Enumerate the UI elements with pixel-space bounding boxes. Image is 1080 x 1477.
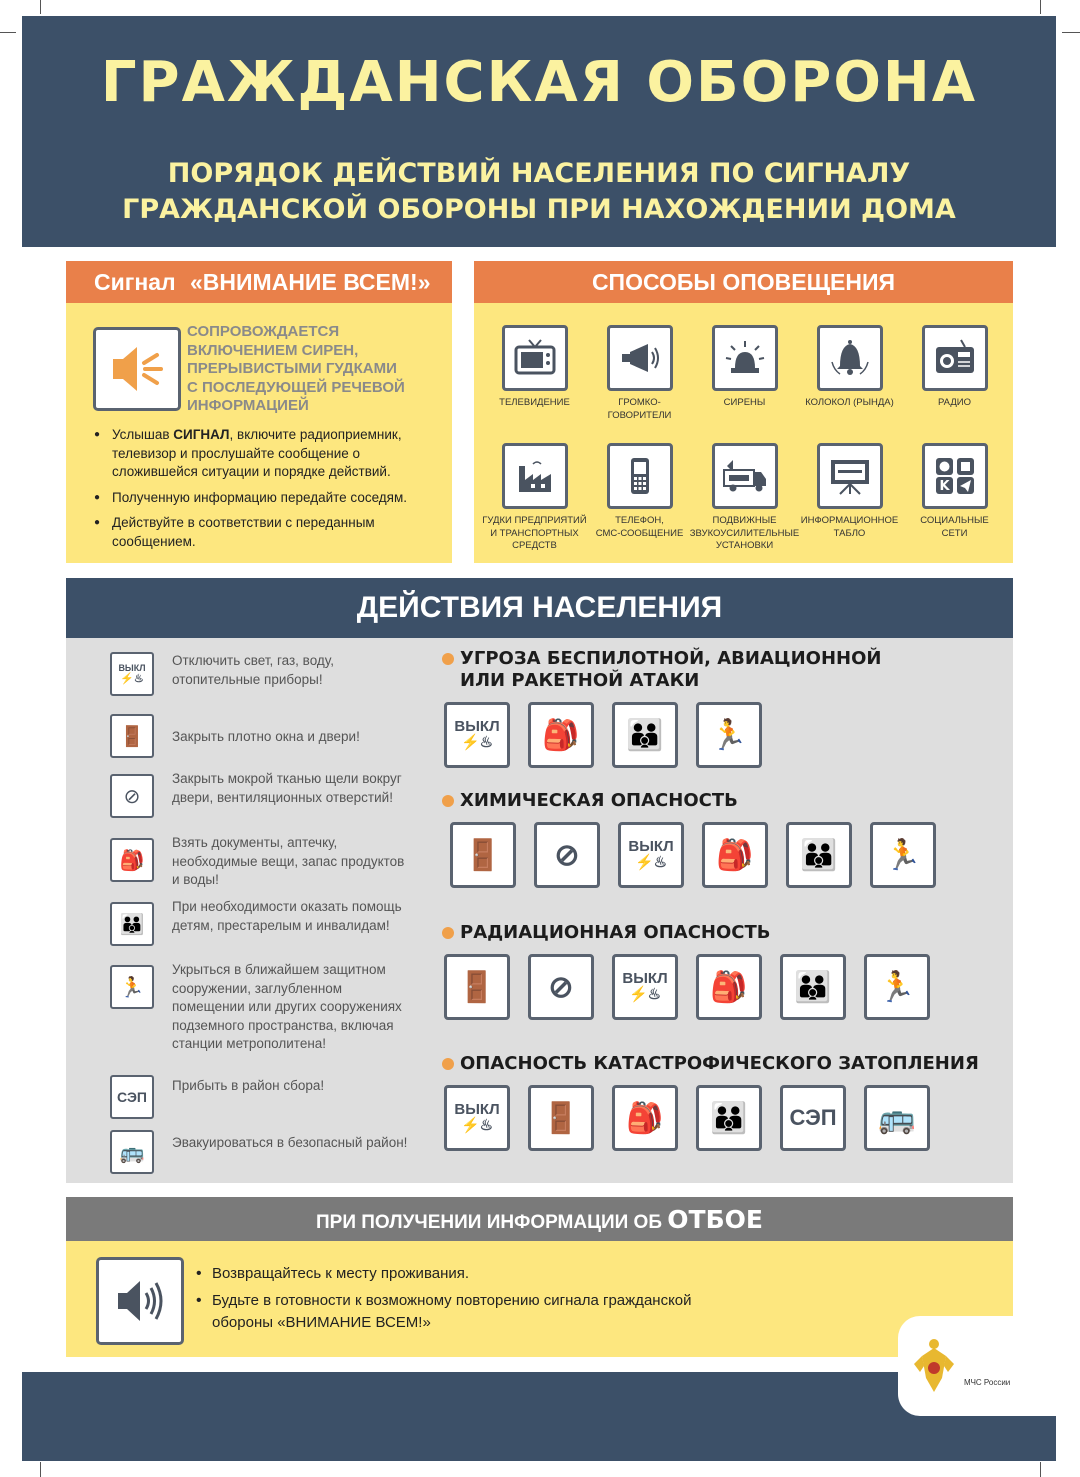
threat-flood xyxy=(442,1053,1012,1151)
power-off-label: ВЫКЛ xyxy=(454,1101,500,1118)
assembly-point-icon: СЭП xyxy=(110,1075,154,1119)
threat-drone xyxy=(442,648,1012,768)
threat-radiation xyxy=(442,922,1012,1020)
help-people-icon: 👪 xyxy=(786,822,852,888)
logo-card xyxy=(898,1316,1058,1416)
notification-label: ТЕЛЕФОН, СМС-СООБЩЕНИЕ xyxy=(595,515,684,539)
utilities-glyph: ⚡♨ xyxy=(120,673,144,685)
signal-instruction xyxy=(94,426,439,482)
notification-item xyxy=(482,443,587,555)
shelter-icon: 🏃 xyxy=(864,954,930,1020)
seal-vent-icon: ⊘ xyxy=(528,954,594,1020)
signal-heading-quote: «ВНИМАНИЕ ВСЕМ!» xyxy=(190,269,431,295)
threat-title xyxy=(442,648,1012,692)
signal-description-line: ВКЛЮЧЕНИЕМ СИРЕН, xyxy=(187,341,359,359)
evacuate-icon: 🚌 xyxy=(110,1130,154,1174)
notification-label: РАДИО xyxy=(937,397,971,408)
power-off-icon xyxy=(444,1085,510,1151)
notification-item xyxy=(797,325,902,437)
all-clear-heading-big: ОТБОЕ xyxy=(667,1205,763,1234)
bullet-dot xyxy=(442,795,454,807)
signal-heading xyxy=(66,261,452,303)
supplies-icon: 🎒 xyxy=(528,702,594,768)
power-off-label: ВЫКЛ xyxy=(628,838,674,855)
notification-label: ИНФОРМАЦИОННОЕ ТАБЛО xyxy=(800,515,899,539)
power-off-icon xyxy=(110,652,154,696)
supplies-icon: 🎒 xyxy=(702,822,768,888)
radio-icon xyxy=(922,325,988,391)
supplies-icon: 🎒 xyxy=(612,1085,678,1151)
action-text: Закрыть мокрой тканью щели вокруг двери, вентиляционных отверстий! xyxy=(172,771,402,805)
emchs-emblem-icon xyxy=(912,1334,956,1398)
notification-panel xyxy=(474,261,1013,563)
threat-title-text: УГРОЗА БЕСПИЛОТНОЙ, АВИАЦИОННОЙ ИЛИ РАКЕТНОЙ АТАКИ xyxy=(460,648,882,691)
actions-heading: ДЕЙСТВИЯ НАСЕЛЕНИЯ xyxy=(66,578,1013,638)
close-door-icon: 🚪 xyxy=(450,822,516,888)
evacuate-icon: 🚌 xyxy=(864,1085,930,1151)
all-clear-heading-prefix: ПРИ ПОЛУЧЕНИИ ИНФОРМАЦИИ ОБ xyxy=(316,1212,662,1233)
threat-title xyxy=(442,790,1012,812)
crop-mark xyxy=(1040,0,1041,14)
action-text: Взять документы, аптечку, необходимые вещи, запас продуктов и воды! xyxy=(172,835,405,887)
threat-icons xyxy=(444,702,1012,768)
notification-item xyxy=(689,443,800,555)
threat-chemical xyxy=(442,790,1012,888)
signal-instructions xyxy=(94,426,439,558)
loudspeaker-icon xyxy=(607,325,673,391)
signal-description-line: СОПРОВОЖДАЕТСЯ xyxy=(187,323,340,340)
help-people-icon: 👪 xyxy=(110,902,154,946)
page-subtitle xyxy=(22,156,1056,228)
power-off-label: ВЫКЛ xyxy=(622,970,668,987)
signal-description-line: ПРЕРЫВИСТЫМИ ГУДКАМИ xyxy=(187,360,397,377)
utilities-glyph: ⚡♨ xyxy=(628,986,662,1003)
close-door-icon: 🚪 xyxy=(444,954,510,1020)
all-clear-panel xyxy=(66,1197,1013,1357)
tv-icon xyxy=(502,325,568,391)
notification-item xyxy=(902,325,1007,437)
power-off-icon xyxy=(618,822,684,888)
instruction-text: , включите радиоприемник, телевизор и прослушайте сообщение о сложившейся ситуации и порядке действий. xyxy=(112,427,402,479)
all-clear-instruction: • Возвращайтесь к месту проживания. xyxy=(194,1263,714,1285)
notification-label: ПОДВИЖНЫЕ ЗВУКОУСИЛИТЕЛЬНЫЕ УСТАНОВКИ xyxy=(689,515,800,551)
page-title: ГРАЖДАНСКАЯ ОБОРОНА xyxy=(100,50,978,115)
notification-label: СИРЕНЫ xyxy=(723,397,766,408)
action-text: Укрыться в ближайшем защитном сооружении, заглубленном помещении или других сооружениях подземного пространства, включая станции метрополитена! xyxy=(172,962,402,1051)
seal-vent-icon: ⊘ xyxy=(534,822,600,888)
power-off-label: ВЫКЛ xyxy=(454,718,500,735)
notification-heading: СПОСОБЫ ОПОВЕЩЕНИЯ xyxy=(474,261,1013,303)
instruction-bold: СИГНАЛ xyxy=(173,427,230,442)
crop-mark xyxy=(40,0,41,14)
supplies-icon: 🎒 xyxy=(110,838,154,882)
shelter-icon: 🏃 xyxy=(110,965,154,1009)
threat-icons xyxy=(444,954,1012,1020)
signal-instruction: ● Полученную информацию передайте соседям. xyxy=(94,489,439,508)
bell-icon xyxy=(817,325,883,391)
action-text: Прибыть в район сбора! xyxy=(172,1078,325,1093)
notification-item xyxy=(482,325,587,437)
signal-instruction: ● Действуйте в соответствии с переданным сообщением. xyxy=(94,514,439,551)
threat-title xyxy=(442,922,1012,944)
subtitle-line: ПОРЯДОК ДЕЙСТВИЙ НАСЕЛЕНИЯ ПО СИГНАЛУ xyxy=(167,158,911,189)
signal-description xyxy=(187,323,447,416)
signal-heading-prefix: Сигнал xyxy=(94,269,176,295)
close-door-icon: 🚪 xyxy=(528,1085,594,1151)
signal-panel xyxy=(66,261,452,563)
threat-icons xyxy=(450,822,1012,888)
signal-description-line: С ПОСЛЕДУЮЩЕЙ РЕЧЕВОЙ xyxy=(187,378,405,396)
crop-mark xyxy=(1062,32,1080,33)
action-text: Закрыть плотно окна и двери! xyxy=(172,729,360,744)
power-off-icon xyxy=(612,954,678,1020)
close-door-icon: 🚪 xyxy=(110,714,154,758)
notification-item xyxy=(587,325,692,437)
power-off-icon xyxy=(444,702,510,768)
help-people-icon: 👪 xyxy=(780,954,846,1020)
all-clear-instructions xyxy=(194,1263,714,1339)
supplies-icon: 🎒 xyxy=(696,954,762,1020)
action-text: Отключить свет, газ, воду, отопительные приборы! xyxy=(172,653,334,687)
actions-section xyxy=(66,578,1013,1183)
loudspeaker-icon xyxy=(93,327,181,411)
help-people-icon: 👪 xyxy=(612,702,678,768)
threat-title xyxy=(442,1053,1012,1075)
siren-icon xyxy=(712,325,778,391)
all-clear-instruction: • Будьте в готовности к возможному повторению сигнала гражданской обороны «ВНИМАНИЕ ВСЕМ!» xyxy=(194,1290,714,1334)
notification-label: ГУДКИ ПРЕДПРИЯТИЙ И ТРАНСПОРТНЫХ СРЕДСТВ xyxy=(482,515,587,551)
help-people-icon: 👪 xyxy=(696,1085,762,1151)
notification-label: ТЕЛЕВИДЕНИЕ xyxy=(499,397,570,408)
threat-icons xyxy=(444,1085,1012,1151)
speaker-icon xyxy=(96,1257,184,1345)
header-banner xyxy=(22,16,1056,247)
notification-grid xyxy=(482,325,1007,555)
factory-icon xyxy=(502,443,568,509)
notification-label: СОЦИАЛЬНЫЕ СЕТИ xyxy=(920,515,989,539)
threat-title-text: ХИМИЧЕСКАЯ ОПАСНОСТЬ xyxy=(460,790,738,811)
action-text: Эвакуироваться в безопасный район! xyxy=(172,1135,408,1150)
phone-icon xyxy=(607,443,673,509)
notification-item xyxy=(587,443,692,555)
signal-description-line: ИНФОРМАЦИЕЙ xyxy=(187,397,309,414)
crop-mark xyxy=(40,1462,41,1477)
bullet-dot xyxy=(442,1058,454,1070)
notification-item xyxy=(692,325,797,437)
crop-mark xyxy=(1040,1462,1041,1477)
billboard-icon xyxy=(817,443,883,509)
bullet-dot xyxy=(442,927,454,939)
all-clear-heading xyxy=(66,1197,1013,1241)
crop-mark xyxy=(0,32,16,33)
social-icon xyxy=(922,443,988,509)
svg-text:K: K xyxy=(939,479,950,494)
seal-vent-icon: ⊘ xyxy=(110,774,154,818)
threat-title-text: РАДИАЦИОННАЯ ОПАСНОСТЬ xyxy=(460,922,771,943)
threat-title-text: ОПАСНОСТЬ КАТАСТРОФИЧЕСКОГО ЗАТОПЛЕНИЯ xyxy=(460,1053,979,1074)
bullet-dot xyxy=(442,653,454,665)
notification-item xyxy=(902,443,1007,555)
van-icon xyxy=(712,443,778,509)
assembly-point-icon: СЭП xyxy=(780,1085,846,1151)
utilities-glyph: ⚡♨ xyxy=(634,854,668,871)
shelter-icon: 🏃 xyxy=(870,822,936,888)
logo-text: МЧС России xyxy=(964,1378,1011,1387)
utilities-glyph: ⚡♨ xyxy=(460,1117,494,1134)
shelter-icon: 🏃 xyxy=(696,702,762,768)
notification-label: ГРОМКО- ГОВОРИТЕЛИ xyxy=(607,397,672,421)
power-off-label: ВЫКЛ xyxy=(118,663,146,673)
notification-item xyxy=(797,443,902,555)
utilities-glyph: ⚡♨ xyxy=(460,734,494,751)
subtitle-line: ГРАЖДАНСКОЙ ОБОРОНЫ ПРИ НАХОЖДЕНИИ ДОМА xyxy=(122,194,956,225)
notification-label: КОЛОКОЛ (РЫНДА) xyxy=(805,397,894,408)
action-text: При необходимости оказать помощь детям, престарелым и инвалидам! xyxy=(172,899,402,933)
instruction-text: Услышав xyxy=(112,427,170,442)
